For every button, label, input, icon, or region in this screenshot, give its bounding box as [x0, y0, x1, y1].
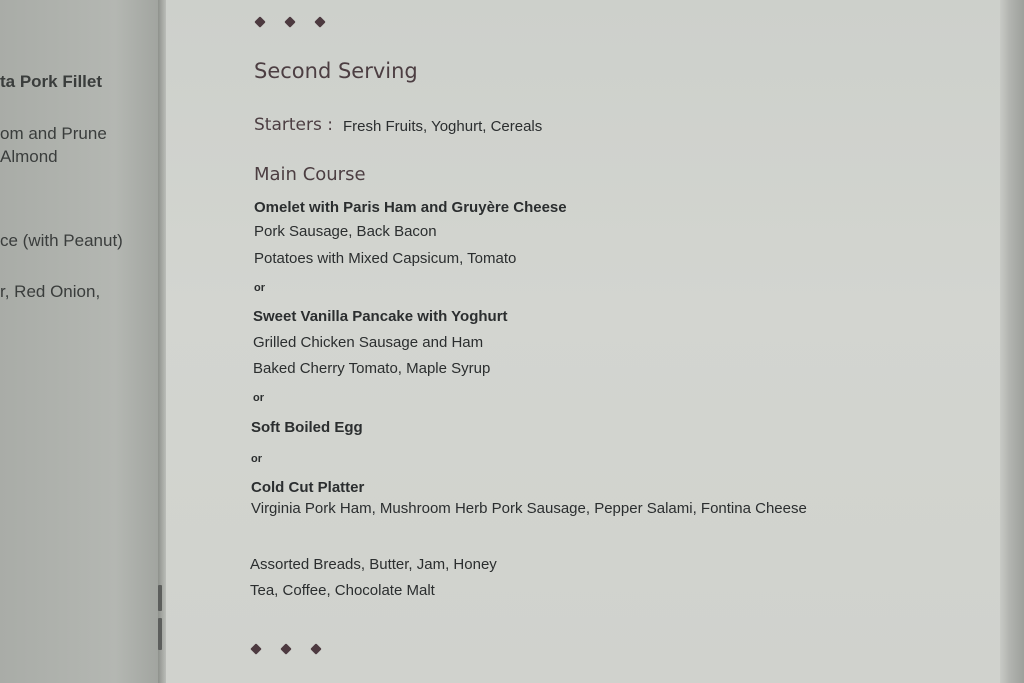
- section-title: Second Serving: [254, 59, 418, 83]
- dish-title: Sweet Vanilla Pancake with Yoghurt: [253, 308, 508, 325]
- dish-title: Omelet with Paris Ham and Gruyère Cheese: [254, 199, 567, 216]
- diamond-dot-icon: [310, 643, 321, 654]
- diamond-dot-icon: [280, 643, 291, 654]
- left-page: [0, 0, 165, 683]
- starters-label: Starters :: [254, 115, 333, 135]
- left-page-line: r, Red Onion,: [0, 282, 101, 301]
- dish-title: Soft Boiled Egg: [251, 419, 363, 436]
- extras-line: Tea, Coffee, Chocolate Malt: [250, 582, 435, 599]
- diamond-dot-icon: [250, 643, 261, 654]
- or-separator: or: [253, 392, 264, 404]
- page-edge: [1000, 0, 1024, 683]
- dish-title: Cold Cut Platter: [251, 479, 365, 496]
- menu-page: [166, 0, 1002, 683]
- diamond-dot-icon: [254, 16, 265, 27]
- or-separator: or: [251, 453, 262, 465]
- main-course-label: Main Course: [254, 164, 366, 185]
- diamond-dot-icon: [284, 16, 295, 27]
- staple: [158, 585, 162, 611]
- dish-detail: Grilled Chicken Sausage and Ham: [253, 334, 484, 351]
- starters-items: Fresh Fruits, Yoghurt, Cereals: [343, 118, 543, 135]
- left-page-line: ta Pork Fillet: [0, 72, 103, 91]
- bottom-ornament: [252, 645, 320, 653]
- dish-detail: Pork Sausage, Back Bacon: [254, 223, 437, 240]
- dish-detail: Potatoes with Mixed Capsicum, Tomato: [254, 250, 517, 267]
- staple: [158, 618, 162, 650]
- diamond-dot-icon: [314, 16, 325, 27]
- dish-detail: Virginia Pork Ham, Mushroom Herb Pork Sausage, Pepper Salami, Fontina Cheese: [251, 500, 807, 517]
- left-page-line: Almond: [0, 147, 58, 166]
- top-ornament: [256, 18, 324, 26]
- dish-detail: Baked Cherry Tomato, Maple Syrup: [253, 360, 491, 377]
- extras-line: Assorted Breads, Butter, Jam, Honey: [250, 556, 497, 573]
- left-page-line: ce (with Peanut): [0, 231, 123, 250]
- left-page-line: om and Prune: [0, 124, 107, 143]
- or-separator: or: [254, 282, 265, 294]
